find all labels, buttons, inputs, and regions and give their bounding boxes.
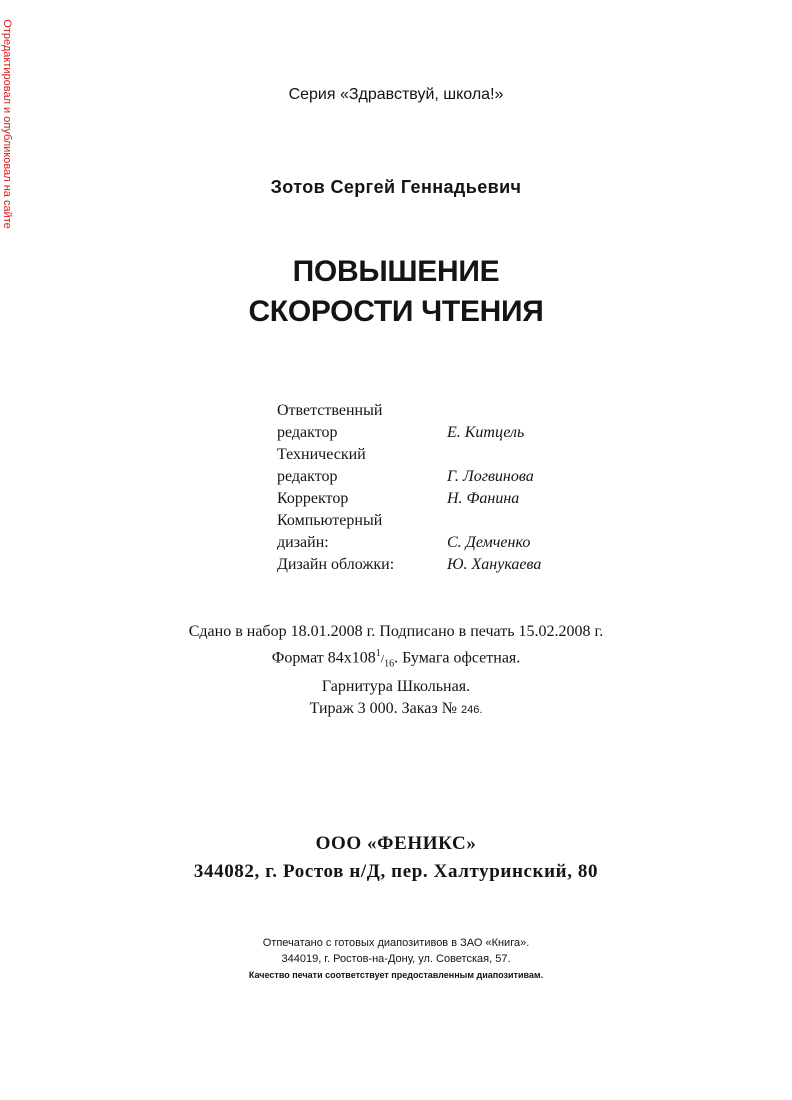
side-watermark-note: Отредактировал и опубликовал на сайте bbox=[1, 19, 13, 229]
format-superscript: 1 bbox=[375, 648, 381, 659]
order-number: 246. bbox=[461, 703, 483, 716]
credit-row bbox=[277, 466, 617, 488]
imprint-typeface: Гарнитура Школьная. bbox=[321, 677, 471, 695]
publisher-name: ООО «ФЕНИКС» bbox=[315, 833, 477, 854]
credit-value: Ю. Ханукаева bbox=[447, 556, 542, 573]
credit-label: Корректор bbox=[277, 490, 349, 507]
credit-value: Н. Фанина bbox=[447, 490, 520, 507]
series-line: Серия «Здравствуй, школа!» bbox=[288, 86, 504, 103]
author-name: Зотов Сергей Геннадьевич bbox=[270, 177, 522, 197]
print-quality-note: Качество печати соответствует предоставленным диапозитивам. bbox=[248, 970, 544, 980]
credit-row bbox=[277, 400, 617, 422]
printer-block bbox=[0, 935, 792, 983]
credit-value: Г. Логвинова bbox=[447, 468, 534, 485]
credit-label: редактор bbox=[277, 424, 338, 441]
print-run-text: Тираж 3 000. Заказ № bbox=[309, 699, 457, 717]
format-prefix: Формат 84x108 bbox=[271, 649, 376, 667]
title-line-2: СКОРОСТИ ЧТЕНИЯ bbox=[248, 295, 544, 328]
printer-address: 344019, г. Ростов-на-Дону, ул. Советская, 57. bbox=[281, 953, 511, 965]
credit-label: Технический bbox=[277, 446, 366, 463]
credit-row bbox=[277, 422, 617, 444]
imprint-dates: Сдано в набор 18.01.2008 г. Подписано в печать 15.02.2008 г. bbox=[188, 623, 604, 640]
credit-row bbox=[277, 488, 617, 510]
credit-row bbox=[277, 444, 617, 466]
imprint-block bbox=[0, 621, 792, 721]
publisher-block bbox=[0, 830, 792, 886]
credit-label: Ответственный bbox=[277, 402, 383, 419]
title-line-1: ПОВЫШЕНИЕ bbox=[292, 255, 500, 288]
credit-value: С. Демченко bbox=[447, 534, 531, 551]
imprint-format: Формат $84x108^1/_{16}$. Бумага офсетная. bbox=[271, 648, 521, 670]
credit-label: Дизайн обложки: bbox=[277, 556, 395, 573]
format-subscript: 16 bbox=[384, 658, 395, 670]
format-suffix: . Бумага офсетная. bbox=[394, 649, 521, 667]
credit-row bbox=[277, 532, 617, 554]
publisher-address: 344082, г. Ростов н/Д, пер. Халтуринский, 80 bbox=[193, 861, 599, 882]
credit-row bbox=[277, 510, 617, 532]
credit-row bbox=[277, 554, 617, 576]
book-title bbox=[0, 252, 792, 332]
printer-line: Отпечатано с готовых диапозитивов в ЗАО «Книга». bbox=[262, 937, 530, 949]
credits-block bbox=[277, 400, 617, 576]
credit-label: Компьютерный bbox=[277, 512, 383, 529]
credit-label: дизайн: bbox=[277, 534, 329, 551]
credit-label: редактор bbox=[277, 468, 338, 485]
imprint-print-run bbox=[0, 698, 792, 721]
credit-value: Е. Китцель bbox=[447, 424, 525, 441]
